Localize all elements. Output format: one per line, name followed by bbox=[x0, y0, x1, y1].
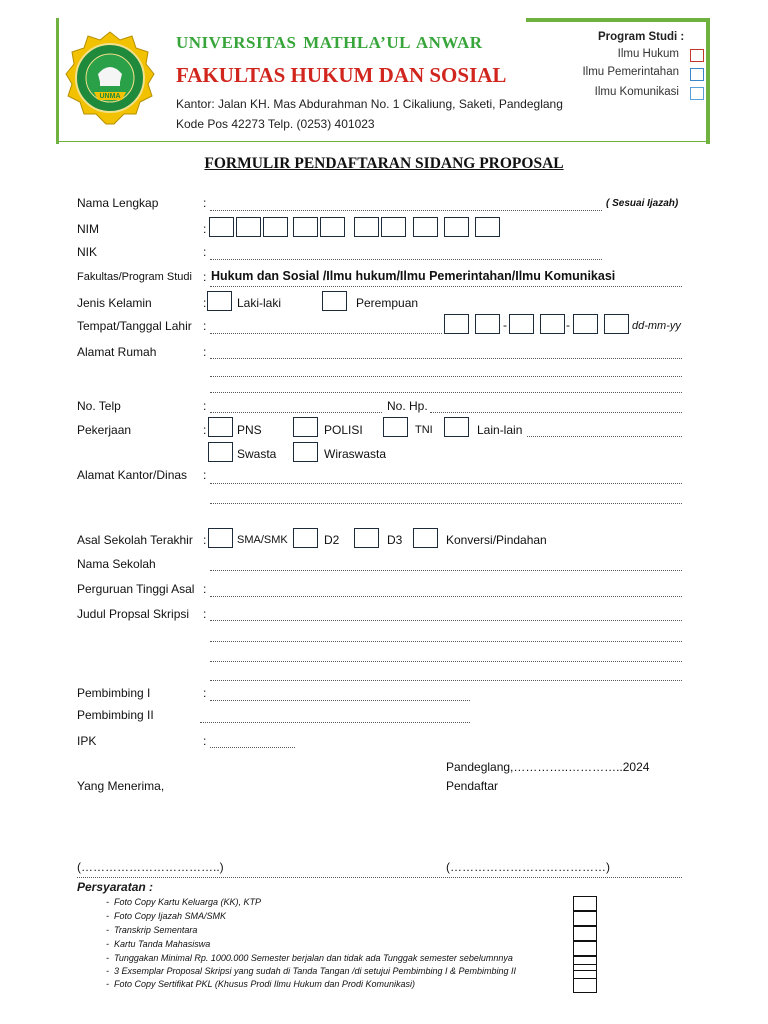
requirement-item: - Foto Copy Kartu Keluarga (KK), KTP bbox=[106, 897, 262, 907]
sekolah-checkbox-sma-smk[interactable] bbox=[208, 528, 233, 548]
colon: : bbox=[203, 533, 207, 547]
label-pembimbing-2: Pembimbing II bbox=[77, 708, 154, 722]
place-date: Pandeglang,…………..…………..2024 bbox=[446, 760, 650, 774]
faculty-name: FAKULTAS HUKUM DAN SOSIAL bbox=[176, 63, 507, 87]
date-separator: - bbox=[566, 318, 570, 332]
gender-checkbox-laki-laki[interactable] bbox=[207, 291, 232, 311]
requirement-item: - Foto Copy Sertifikat PKL (Khusus Prodi Ilmu Hukum dan Prodi Komunikasi) bbox=[106, 979, 415, 989]
sekolah-checkbox-d2[interactable] bbox=[293, 528, 318, 548]
nama-lengkap-field[interactable] bbox=[210, 210, 602, 211]
requirement-checkbox[interactable] bbox=[573, 926, 597, 941]
requirement-item: - Transkrip Sementara bbox=[106, 925, 198, 935]
nim-digit-box[interactable] bbox=[381, 217, 406, 237]
colon: : bbox=[203, 423, 207, 437]
nim-digit-box[interactable] bbox=[293, 217, 318, 237]
date-format-hint: dd-mm-yy bbox=[632, 320, 681, 332]
label-pekerjaan: Pekerjaan bbox=[77, 423, 132, 437]
colon: : bbox=[203, 468, 207, 482]
colon: : bbox=[203, 399, 207, 413]
sekolah-label-d2: D2 bbox=[324, 533, 340, 547]
judul-line[interactable] bbox=[210, 661, 682, 662]
date-month-box[interactable] bbox=[509, 314, 534, 334]
alamat-kantor-line[interactable] bbox=[210, 483, 682, 484]
colon: : bbox=[203, 196, 207, 210]
requirement-item: - Kartu Tanda Mahasiswa bbox=[106, 939, 211, 949]
header-frame-bottom bbox=[56, 141, 710, 142]
receiver-signature-blank: (……………………………..) bbox=[77, 860, 224, 874]
sekolah-label-sma-smk: SMA/SMK bbox=[237, 534, 288, 546]
date-day-box[interactable] bbox=[475, 314, 500, 334]
nim-digit-box[interactable] bbox=[413, 217, 438, 237]
colon: : bbox=[203, 296, 207, 310]
label-nim: NIM bbox=[77, 222, 99, 236]
program-studi-label-pemerintahan: Ilmu Pemerintahan bbox=[582, 66, 679, 78]
colon: : bbox=[203, 319, 207, 333]
label-fakultas-program-studi: Fakultas/Program Studi bbox=[77, 271, 192, 283]
label-alamat-rumah: Alamat Rumah bbox=[77, 345, 157, 359]
tempat-lahir-field[interactable] bbox=[210, 333, 442, 334]
judul-line[interactable] bbox=[210, 620, 682, 621]
fakultas-underline bbox=[210, 286, 682, 287]
label-nama-sekolah: Nama Sekolah bbox=[77, 557, 156, 571]
signature-divider bbox=[77, 877, 682, 878]
pekerjaan-label-tni: TNI bbox=[415, 424, 433, 436]
header-frame-right bbox=[706, 18, 710, 144]
alamat-kantor-line[interactable] bbox=[210, 503, 682, 504]
pekerjaan-checkbox-polisi[interactable] bbox=[293, 417, 318, 437]
requirement-item: - Tunggakan Minimal Rp. 1000.000 Semester berjalan dan tidak ada Tunggak semester sebelumnnya bbox=[106, 953, 513, 963]
program-studi-checkbox-hukum[interactable] bbox=[690, 49, 704, 62]
nim-digit-box[interactable] bbox=[320, 217, 345, 237]
label-tempat-tanggal-lahir: Tempat/Tanggal Lahir bbox=[77, 319, 192, 333]
nik-field[interactable] bbox=[210, 259, 602, 260]
alamat-rumah-line[interactable] bbox=[210, 376, 682, 377]
perguruan-tinggi-field[interactable] bbox=[210, 596, 682, 597]
pembimbing-1-field[interactable] bbox=[210, 700, 470, 701]
judul-line[interactable] bbox=[210, 641, 682, 642]
date-year-box[interactable] bbox=[604, 314, 629, 334]
colon: : bbox=[203, 734, 207, 748]
label-asal-sekolah: Asal Sekolah Terakhir bbox=[77, 533, 193, 547]
sekolah-checkbox-d3[interactable] bbox=[354, 528, 379, 548]
nim-digit-box[interactable] bbox=[354, 217, 379, 237]
program-studi-label-komunikasi: Ilmu Komunikasi bbox=[594, 86, 679, 98]
requirement-item: - Foto Copy Ijazah SMA/SMK bbox=[106, 911, 227, 921]
requirement-item: - 3 Exsemplar Proposal Skripsi yang sudah di Tanda Tangan /di setujui Pembimbing I & Pembimbing II bbox=[106, 966, 517, 976]
alamat-rumah-line[interactable] bbox=[210, 392, 682, 393]
label-nama-lengkap: Nama Lengkap bbox=[77, 196, 159, 210]
registrant-signature-blank: (…………………………………) bbox=[446, 860, 610, 874]
fakultas-value: Hukum dan Sosial /Ilmu hukum/Ilmu Pemerintahan/Ilmu Komunikasi bbox=[211, 269, 616, 283]
nim-digit-box[interactable] bbox=[236, 217, 261, 237]
sekolah-checkbox-konversi[interactable] bbox=[413, 528, 438, 548]
pekerjaan-checkbox-lain-lain[interactable] bbox=[444, 417, 469, 437]
program-studi-label-hukum: Ilmu Hukum bbox=[617, 48, 679, 60]
pekerjaan-label-wiraswasta: Wiraswasta bbox=[324, 447, 387, 461]
sekolah-label-d3: D3 bbox=[387, 533, 403, 547]
pekerjaan-checkbox-swasta[interactable] bbox=[208, 442, 233, 462]
form-title: FORMULIR PENDAFTARAN SIDANG PROPOSAL bbox=[204, 155, 564, 172]
nim-digit-box[interactable] bbox=[263, 217, 288, 237]
no-telp-field[interactable] bbox=[210, 412, 382, 413]
label-alamat-kantor: Alamat Kantor/Dinas bbox=[77, 468, 188, 482]
nim-digit-box[interactable] bbox=[475, 217, 500, 237]
university-name: UNIVERSITAS MATHLA’UL ANWAR bbox=[176, 33, 483, 52]
date-separator: - bbox=[503, 318, 507, 332]
judul-line[interactable] bbox=[210, 680, 682, 681]
receiver-label: Yang Menerima, bbox=[77, 779, 165, 793]
label-pembimbing-1: Pembimbing I bbox=[77, 686, 151, 700]
label-nik: NIK bbox=[77, 245, 98, 259]
pekerjaan-checkbox-wiraswasta[interactable] bbox=[293, 442, 318, 462]
pekerjaan-label-swasta: Swasta bbox=[237, 447, 277, 461]
requirement-checkbox[interactable] bbox=[573, 911, 597, 926]
address-line-1: Kantor: Jalan KH. Mas Abdurahman No. 1 Cikaliung, Saketi, Pandeglang bbox=[176, 97, 563, 111]
header-frame-top bbox=[526, 18, 710, 22]
requirements-title: Persyaratan : bbox=[77, 880, 154, 894]
nim-digit-box[interactable] bbox=[444, 217, 469, 237]
sesuai-ijazah-note: ( Sesuai Ijazah) bbox=[606, 198, 679, 209]
header-frame-left bbox=[56, 18, 59, 144]
registrant-label: Pendaftar bbox=[446, 779, 499, 793]
colon: : bbox=[203, 607, 207, 621]
nim-digit-box[interactable] bbox=[209, 217, 234, 237]
colon: : bbox=[203, 270, 207, 284]
colon: : bbox=[203, 582, 207, 596]
requirement-checkbox[interactable] bbox=[573, 941, 597, 956]
pekerjaan-label-pns: PNS bbox=[237, 423, 262, 437]
alamat-rumah-line[interactable] bbox=[210, 358, 682, 359]
sekolah-label-konversi: Konversi/Pindahan bbox=[446, 533, 547, 547]
date-day-box[interactable] bbox=[444, 314, 469, 334]
requirement-checkbox[interactable] bbox=[573, 964, 597, 979]
date-year-box[interactable] bbox=[573, 314, 598, 334]
label-ipk: IPK bbox=[77, 734, 97, 748]
label-judul-proposal: Judul Propsal Skripsi bbox=[77, 607, 190, 621]
nama-sekolah-field[interactable] bbox=[210, 570, 682, 571]
colon: : bbox=[203, 345, 207, 359]
gender-label-perempuan: Perempuan bbox=[356, 296, 419, 310]
no-hp-field[interactable] bbox=[430, 412, 682, 413]
program-studi-title: Program Studi : bbox=[598, 31, 685, 43]
label-no-telp: No. Telp bbox=[77, 399, 121, 413]
label-jenis-kelamin: Jenis Kelamin bbox=[77, 296, 152, 310]
requirement-checkbox[interactable] bbox=[573, 978, 597, 993]
university-logo-icon bbox=[64, 30, 156, 128]
colon: : bbox=[203, 222, 207, 236]
requirement-checkbox[interactable] bbox=[573, 896, 597, 911]
address-line-2: Kode Pos 42273 Telp. (0253) 401023 bbox=[176, 117, 375, 131]
colon: : bbox=[203, 686, 207, 700]
ipk-field[interactable] bbox=[210, 747, 295, 748]
label-no-hp: No. Hp. bbox=[387, 399, 428, 413]
program-studi-checkbox-komunikasi[interactable] bbox=[690, 87, 704, 100]
logo-text: UNMA bbox=[99, 93, 121, 100]
gender-label-laki-laki: Laki-laki bbox=[237, 296, 282, 310]
pekerjaan-label-polisi: POLISI bbox=[324, 423, 363, 437]
pekerjaan-label-lain-lain: Lain-lain bbox=[477, 423, 523, 437]
label-perguruan-tinggi-asal: Perguruan Tinggi Asal bbox=[77, 582, 195, 596]
colon: : bbox=[203, 245, 207, 259]
pekerjaan-lain-field[interactable] bbox=[527, 436, 682, 437]
program-studi-checkbox-pemerintahan[interactable] bbox=[690, 68, 704, 81]
pekerjaan-checkbox-tni[interactable] bbox=[383, 417, 408, 437]
gender-checkbox-perempuan[interactable] bbox=[322, 291, 347, 311]
pekerjaan-checkbox-pns[interactable] bbox=[208, 417, 233, 437]
date-month-box[interactable] bbox=[540, 314, 565, 334]
pembimbing-2-field[interactable] bbox=[200, 722, 470, 723]
